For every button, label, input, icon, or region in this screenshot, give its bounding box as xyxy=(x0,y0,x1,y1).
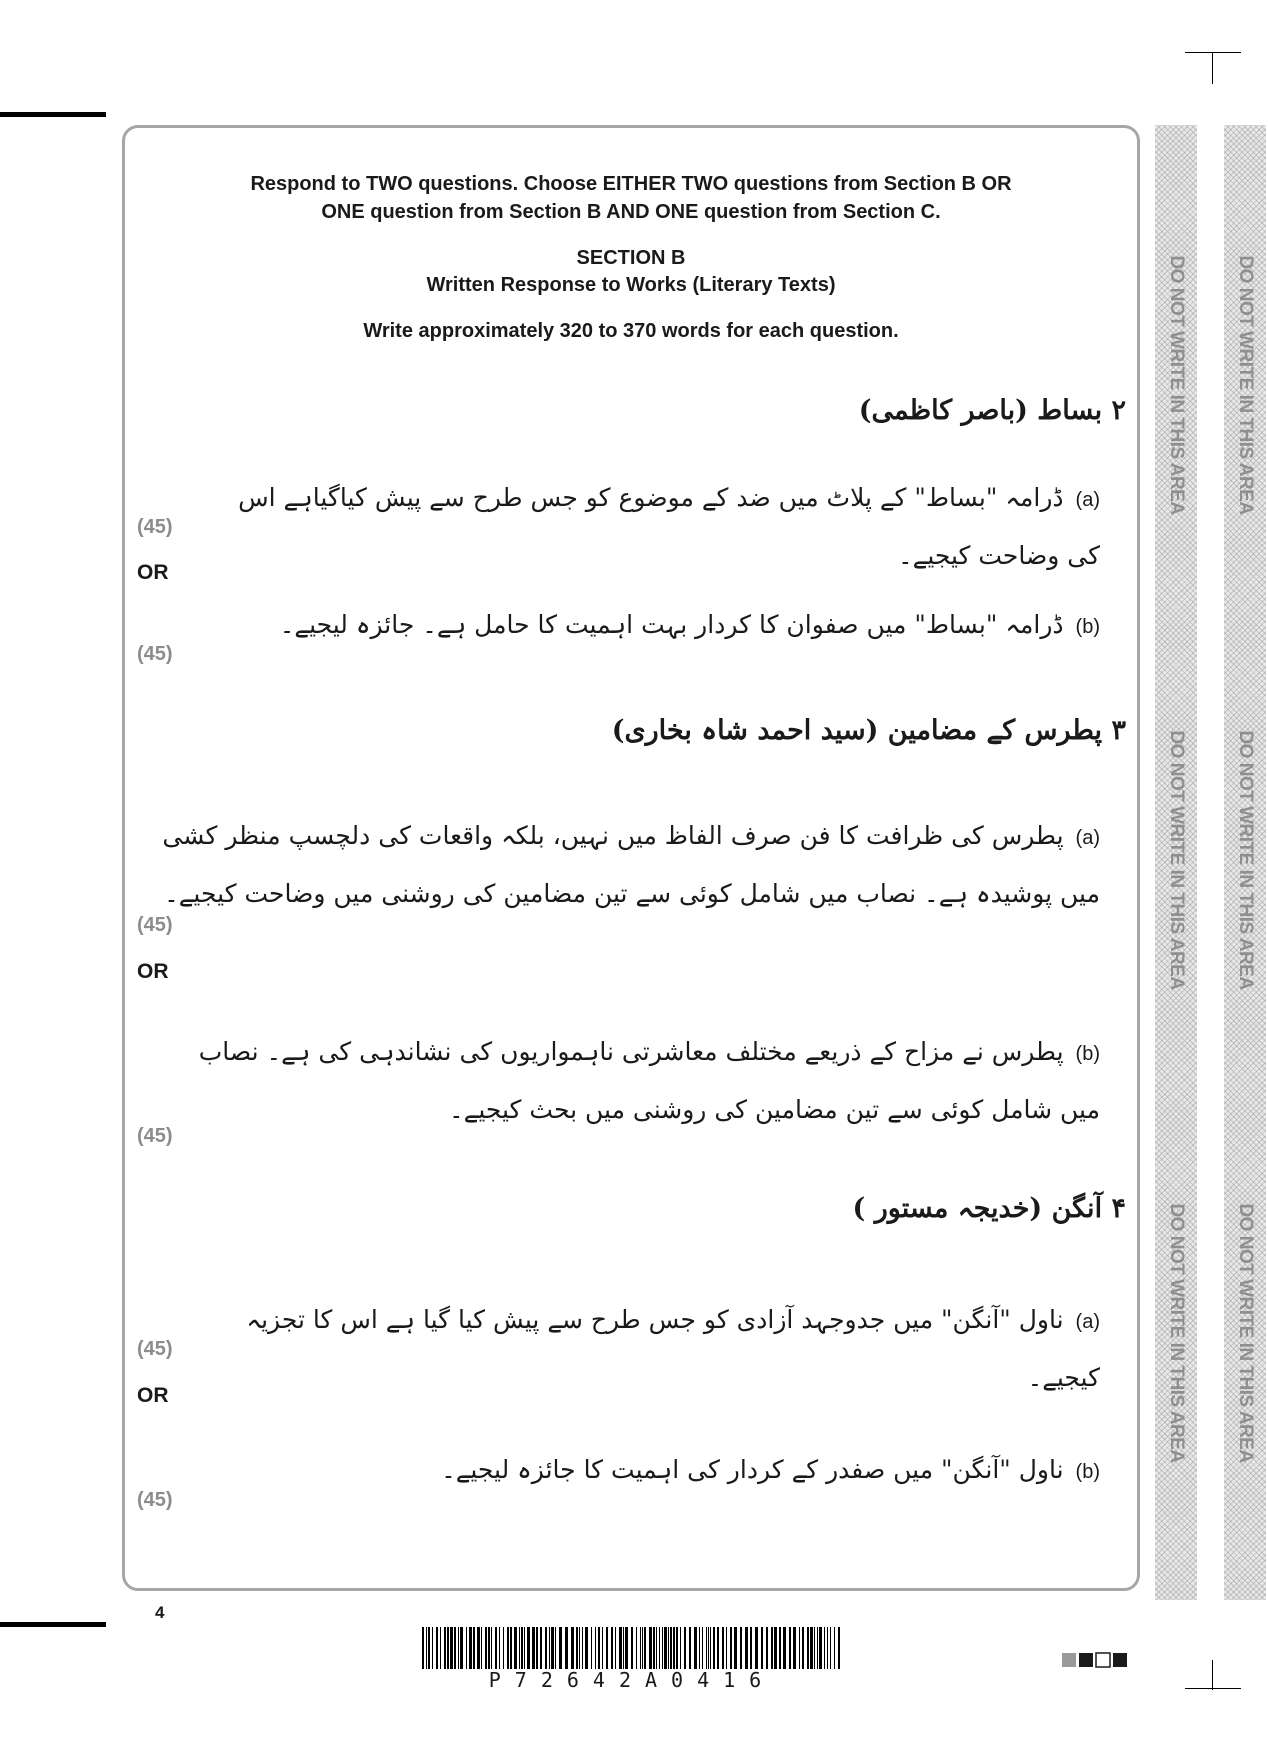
question-2b-text: ڈرامہ "بساط" میں صفوان کا کردار بہت اہمیت کا حامل ہے۔ جائزہ لیجیے۔ xyxy=(279,610,1064,639)
part-label: (b) xyxy=(1075,1461,1100,1483)
or-label: OR xyxy=(137,1384,169,1407)
instruction-line-1: Respond to TWO questions. Choose EITHER TWO questions from Section B OR xyxy=(250,173,1012,195)
margin-warning: DO NOT WRITE IN THIS AREA xyxy=(1166,730,1187,990)
section-subtitle: Written Response to Works (Literary Texts) xyxy=(426,274,836,296)
barcode-icon xyxy=(422,1627,842,1669)
margin-warning: DO NOT WRITE IN THIS AREA xyxy=(1235,1203,1256,1463)
part-label: (b) xyxy=(1075,616,1100,638)
margin-warning: DO NOT WRITE IN THIS AREA xyxy=(1235,255,1256,515)
question-4a xyxy=(200,1292,1100,1406)
crop-mark xyxy=(0,1622,106,1627)
barcode-text: P72642A0416 xyxy=(488,1668,776,1692)
crop-mark xyxy=(1212,1660,1213,1690)
margin-warning: DO NOT WRITE IN THIS AREA xyxy=(1166,1203,1187,1463)
question-3-heading: ۳ پطرس کے مضامین (سید احمد شاہ بخاری) xyxy=(611,715,1126,746)
question-3a-text: پطرس کی ظرافت کا فن صرف الفاظ میں نہیں، بلکہ واقعات کی دلچسپ منظر کشی میں پوشیدہ ہے۔ نصاب میں شامل کوئی سے تین مضامین کی روشنی میں وضاحت کیجیے۔ xyxy=(162,821,1100,908)
question-2-heading: ۲ بساط (باصر کاظمی) xyxy=(858,395,1126,426)
crop-mark xyxy=(1212,52,1213,84)
question-4-heading: ۴ آنگن (خدیجہ مستور ) xyxy=(852,1193,1126,1224)
marks-2b: (45) xyxy=(137,643,173,665)
crop-mark xyxy=(1185,52,1241,53)
marks-3b: (45) xyxy=(137,1125,173,1147)
crop-mark xyxy=(0,112,106,117)
margin-warning: DO NOT WRITE IN THIS AREA xyxy=(1235,730,1256,990)
word-count-instruction: Write approximately 320 to 370 words for each question. xyxy=(363,320,899,342)
marks-4a: (45) xyxy=(137,1338,173,1360)
section-title: SECTION B xyxy=(576,247,686,269)
crop-mark xyxy=(1185,1688,1241,1689)
question-3a xyxy=(160,808,1100,922)
question-2a-text: ڈرامہ "بساط" کے پلاٹ میں ضد کے موضوع کو جس طرح سے پیش کیاگیاہے اس کی وضاحت کیجیے۔ xyxy=(238,483,1100,570)
instruction-line-2: ONE question from Section B AND ONE question from Section C. xyxy=(321,201,941,223)
question-4b xyxy=(200,1442,1100,1500)
question-2a xyxy=(200,470,1100,584)
part-label: (a) xyxy=(1075,827,1100,849)
question-4a-text: ناول "آنگن" میں جدوجہد آزادی کو جس طرح سے پیش کیا گیا ہے اس کا تجزیہ کیجیے۔ xyxy=(246,1305,1100,1392)
part-label: (a) xyxy=(1075,489,1100,511)
question-3b-text: پطرس نے مزاح کے ذریعے مختلف معاشرتی ناہمواریوں کی نشاندہی کی ہے۔ نصاب میں شامل کوئی سے تین مضامین کی روشنی میں بحث کیجیے۔ xyxy=(198,1037,1100,1124)
question-3b xyxy=(180,1024,1100,1138)
marks-4b: (45) xyxy=(137,1489,173,1511)
question-2b xyxy=(200,597,1100,655)
or-label: OR xyxy=(137,561,169,584)
part-label: (b) xyxy=(1075,1043,1100,1065)
or-label: OR xyxy=(137,960,169,983)
page-number: 4 xyxy=(155,1603,165,1622)
question-4b-text: ناول "آنگن" میں صفدر کے کردار کی اہمیت کا جائزہ لیجیے۔ xyxy=(441,1455,1064,1484)
registration-squares-icon xyxy=(1062,1652,1128,1668)
part-label: (a) xyxy=(1075,1311,1100,1333)
margin-warning: DO NOT WRITE IN THIS AREA xyxy=(1166,255,1187,515)
marks-3a: (45) xyxy=(137,914,173,936)
marks-2a: (45) xyxy=(137,516,173,538)
